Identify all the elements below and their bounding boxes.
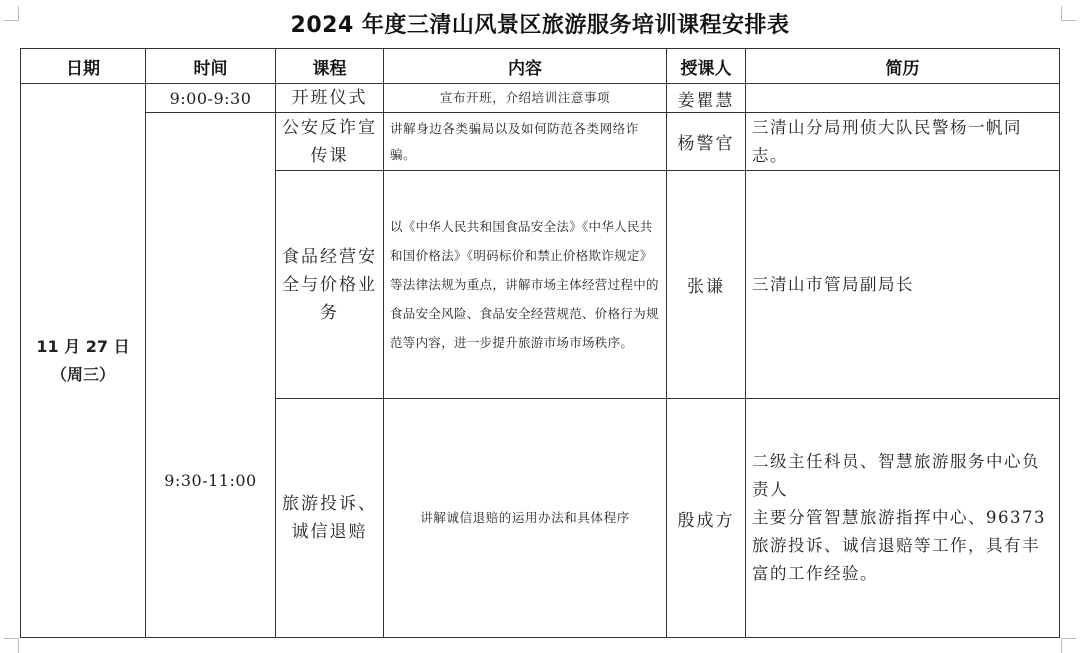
teacher-cell: 张谦 xyxy=(667,171,746,399)
schedule-table xyxy=(20,48,1060,638)
time-text: 9:30-11:00 xyxy=(164,470,257,490)
table-row xyxy=(21,113,1060,171)
header-teacher: 授课人 xyxy=(667,49,746,84)
date-text: 11 月 27 日 xyxy=(36,336,130,356)
time-cell xyxy=(146,113,276,638)
time-cell: 9:00-9:30 xyxy=(146,84,276,113)
header-content: 内容 xyxy=(384,49,667,84)
course-cell: 公安反诈宣传课 xyxy=(276,113,384,171)
header-date: 日期 xyxy=(21,49,146,84)
bio-cell xyxy=(746,113,1060,171)
corner-mark-bottom-left xyxy=(4,638,19,653)
teacher-cell: 杨警官 xyxy=(667,113,746,171)
course-cell: 旅游投诉、诚信退赔 xyxy=(276,399,384,638)
content-cell: 以《中华人民共和国食品安全法》《中华人民共和国价格法》《明码标价和禁止价格欺诈规定》等法律法规为重点，讲解市场主体经营过程中的食品安全风险、食品安全经营规范、价格行为规范等内容，进一步提升旅游市场市场秩序。 xyxy=(384,171,667,399)
document-title: 2024 年度三清山风景区旅游服务培训课程安排表 xyxy=(290,13,790,38)
table-row xyxy=(21,84,1060,113)
bio-cell xyxy=(746,399,1060,638)
bio-text: 三清山分局刑侦大队民警杨一帆同志。 xyxy=(752,117,1022,165)
bio-cell xyxy=(746,171,1060,399)
header-time: 时间 xyxy=(146,49,276,84)
teacher-cell: 姜瞿慧 xyxy=(667,84,746,113)
corner-mark-bottom-right xyxy=(1061,638,1076,653)
bio-text: 主要分管智慧旅游指挥中心、96373 旅游投诉、诚信退赔等工作，具有丰富的工作经验。 xyxy=(752,508,1046,583)
header-course: 课程 xyxy=(276,49,384,84)
content-cell: 讲解身边各类骗局以及如何防范各类网络诈骗。 xyxy=(384,113,667,171)
course-cell: 食品经营安全与价格业务 xyxy=(276,171,384,399)
content-cell: 讲解诚信退赔的运用办法和具体程序 xyxy=(384,399,667,638)
table-header-row xyxy=(21,49,1060,84)
bio-text: 三清山市管局副局长 xyxy=(752,274,914,294)
content-cell: 宣布开班，介绍培训注意事项 xyxy=(384,84,667,113)
bio-cell xyxy=(746,84,1060,113)
weekday-text: （周三） xyxy=(50,364,115,384)
course-cell: 开班仪式 xyxy=(276,84,384,113)
header-bio: 简历 xyxy=(746,49,1060,84)
bio-text: 二级主任科员、智慧旅游服务中心负责人 xyxy=(752,452,1040,499)
date-cell xyxy=(21,84,146,638)
teacher-cell: 殷成方 xyxy=(667,399,746,638)
